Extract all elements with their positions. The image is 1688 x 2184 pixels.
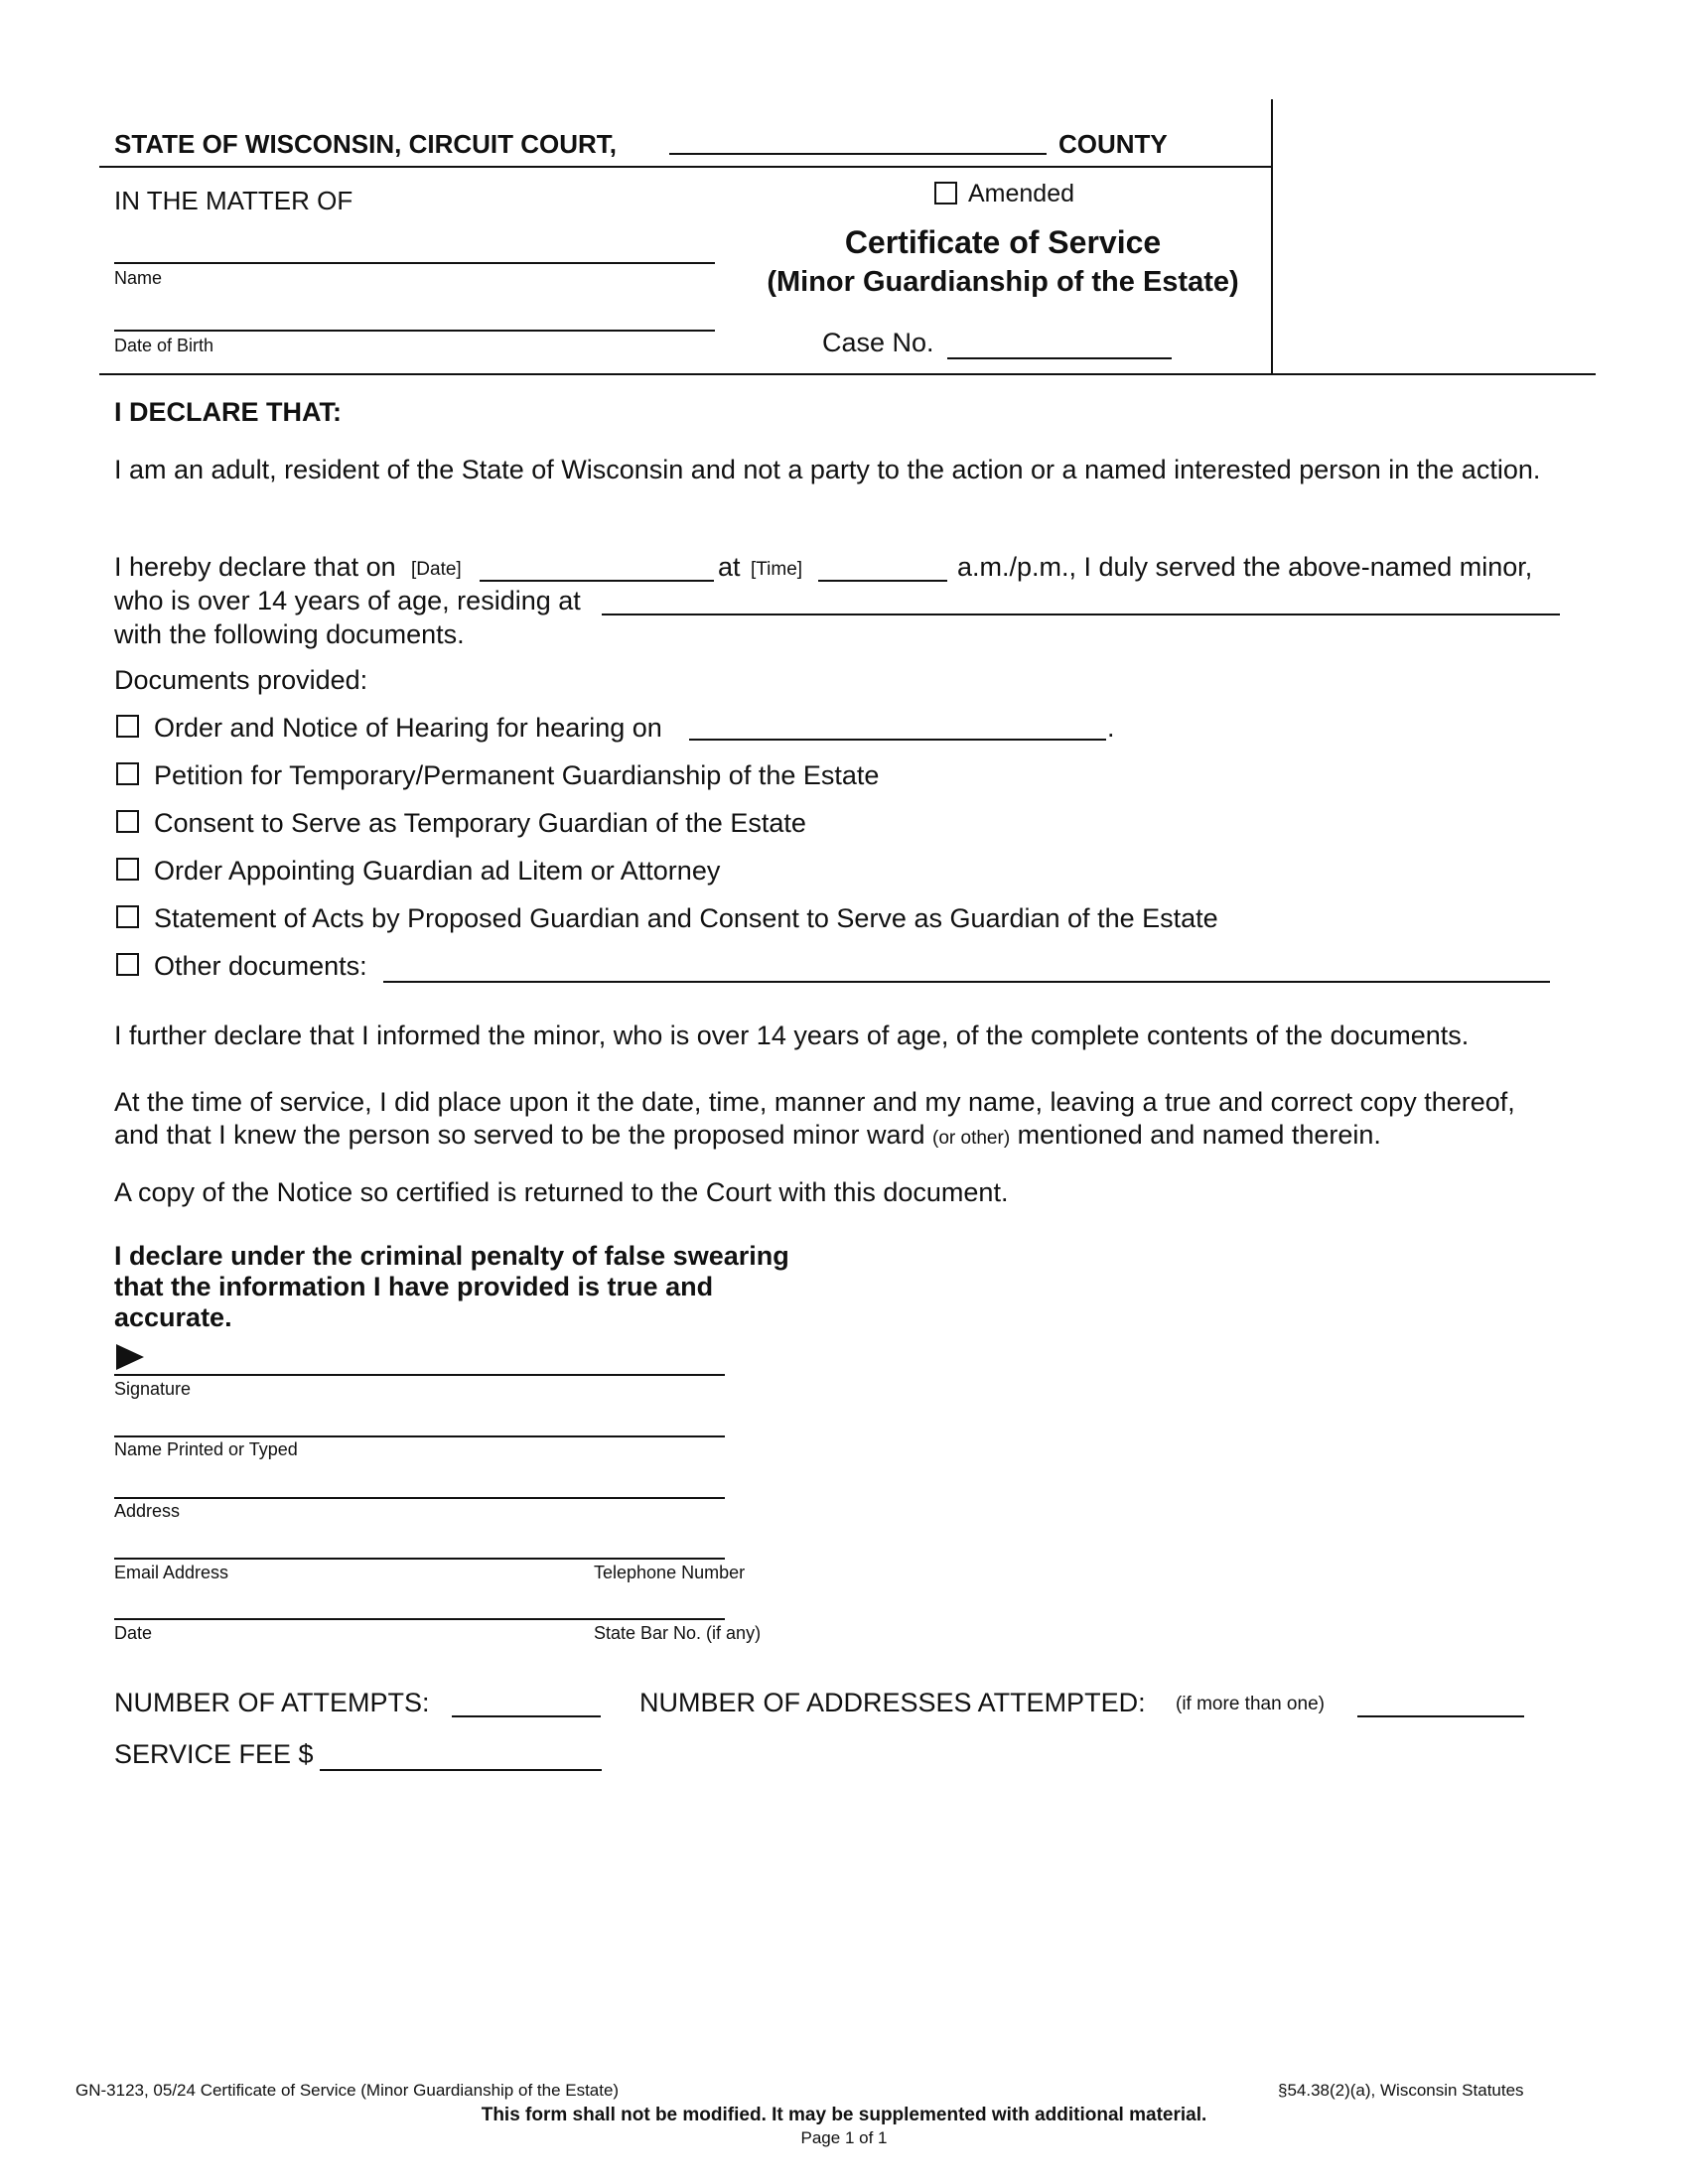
ampm-text: a.m./p.m., I duly served the above-named minor, xyxy=(957,552,1533,582)
penalty-line: that the information I have provided is true and xyxy=(114,1272,714,1301)
date-of-birth-input[interactable] xyxy=(114,330,715,332)
addresses-note: (if more than one) xyxy=(1176,1694,1325,1714)
document-label: Other documents: xyxy=(154,951,367,981)
state-bar-label: State Bar No. (if any) xyxy=(594,1623,762,1643)
document-checkbox[interactable] xyxy=(116,762,139,785)
attempts-label: NUMBER OF ATTEMPTS: xyxy=(114,1688,430,1717)
copy-paragraph: A copy of the Notice so certified is returned to the Court with this document. xyxy=(114,1177,1009,1207)
documents-heading: Documents provided: xyxy=(114,665,368,695)
residing-text: who is over 14 years of age, residing at xyxy=(114,586,581,615)
document-label: Order Appointing Guardian ad Litem or Attorney xyxy=(154,856,721,886)
residence-address-input[interactable] xyxy=(602,614,1560,615)
email-label: Email Address xyxy=(114,1563,229,1582)
name-input[interactable] xyxy=(114,262,715,264)
penalty-line: accurate. xyxy=(114,1302,232,1332)
at-label: at xyxy=(718,552,741,582)
date-label: Date xyxy=(114,1623,153,1643)
date-tag: [Date] xyxy=(411,559,462,580)
document-label: Statement of Acts by Proposed Guardian and Consent to Serve as Guardian of the Estate xyxy=(154,903,1218,933)
document-checkbox[interactable] xyxy=(116,953,139,976)
time-of-service-text: and that I knew the person so served to be the proposed minor ward xyxy=(114,1120,925,1150)
time-of-service-tail: mentioned and named therein. xyxy=(1017,1120,1381,1150)
telephone-label: Telephone Number xyxy=(594,1563,746,1582)
case-no-input[interactable] xyxy=(947,357,1172,359)
in-the-matter-of: IN THE MATTER OF xyxy=(114,186,353,215)
amended-checkbox[interactable] xyxy=(934,182,957,205)
declare-heading: I DECLARE THAT: xyxy=(114,397,342,427)
document-label: Order and Notice of Hearing for hearing on xyxy=(154,713,662,743)
signature-label: Signature xyxy=(114,1379,192,1399)
following-documents-text: with the following documents. xyxy=(114,619,465,649)
addresses-attempted-input[interactable] xyxy=(1357,1715,1524,1717)
document-label: Petition for Temporary/Permanent Guardianship of the Estate xyxy=(154,760,880,790)
signature-input[interactable] xyxy=(114,1374,725,1376)
name-printed-input[interactable] xyxy=(114,1435,725,1437)
service-time-input[interactable] xyxy=(818,580,947,582)
period: . xyxy=(1107,713,1115,743)
email-telephone-input[interactable] xyxy=(114,1558,725,1560)
document-label: Consent to Serve as Temporary Guardian of the Estate xyxy=(154,808,806,838)
adult-paragraph: I am an adult, resident of the State of Wisconsin and not a party to the action or a named interested person in the action. xyxy=(114,455,1541,484)
document-checkbox[interactable] xyxy=(116,905,139,928)
informed-paragraph: I further declare that I informed the minor, who is over 14 years of age, of the complete contents of the documents. xyxy=(114,1021,1470,1050)
document-checkbox[interactable] xyxy=(116,810,139,833)
penalty-line: I declare under the criminal penalty of false swearing xyxy=(114,1241,789,1271)
address-label: Address xyxy=(114,1501,181,1521)
penalty-statement xyxy=(114,1241,789,1333)
court-heading: STATE OF WISCONSIN, CIRCUIT COURT, xyxy=(114,129,618,159)
statute-reference: §54.38(2)(a), Wisconsin Statutes xyxy=(1278,2081,1524,2100)
service-fee-input[interactable] xyxy=(320,1769,602,1771)
case-no-label: Case No. xyxy=(822,328,934,357)
addresses-attempted-label: NUMBER OF ADDRESSES ATTEMPTED: xyxy=(639,1688,1146,1717)
service-fee-label: SERVICE FEE $ xyxy=(114,1739,314,1769)
form-subtitle: (Minor Guardianship of the Estate) xyxy=(767,266,1239,298)
time-tag: [Time] xyxy=(751,559,803,580)
or-other-note: (or other) xyxy=(932,1128,1011,1149)
address-input[interactable] xyxy=(114,1497,725,1499)
date-of-birth-label: Date of Birth xyxy=(114,336,214,355)
time-of-service-line1: At the time of service, I did place upon it the date, time, manner and my name, leaving a true and correct copy thereof, xyxy=(114,1087,1515,1117)
amended-label: Amended xyxy=(968,180,1075,207)
other-documents-input[interactable] xyxy=(383,981,1550,983)
document-checkbox[interactable] xyxy=(116,858,139,881)
name-label: Name xyxy=(114,268,163,288)
hearing-date-input[interactable] xyxy=(689,739,1106,741)
header-divider-bottom xyxy=(99,373,1596,375)
form-title: Certificate of Service xyxy=(844,224,1162,260)
page-number: Page 1 of 1 xyxy=(800,2128,888,2147)
document-checkbox[interactable] xyxy=(116,715,139,738)
header-divider-top xyxy=(99,166,1271,168)
service-prefix: I hereby declare that on xyxy=(114,552,396,582)
signature-arrow-icon xyxy=(116,1344,146,1370)
county-input[interactable] xyxy=(669,153,1047,155)
service-date-input[interactable] xyxy=(480,580,714,582)
form-id: GN-3123, 05/24 Certificate of Service (Minor Guardianship of the Estate) xyxy=(75,2081,620,2100)
time-of-service-line2 xyxy=(114,1120,1381,1151)
county-label: COUNTY xyxy=(1058,129,1168,159)
attempts-input[interactable] xyxy=(452,1715,601,1717)
footer-notice: This form shall not be modified. It may be supplemented with additional material. xyxy=(481,2105,1207,2125)
date-bar-input[interactable] xyxy=(114,1618,725,1620)
name-printed-label: Name Printed or Typed xyxy=(114,1439,298,1459)
